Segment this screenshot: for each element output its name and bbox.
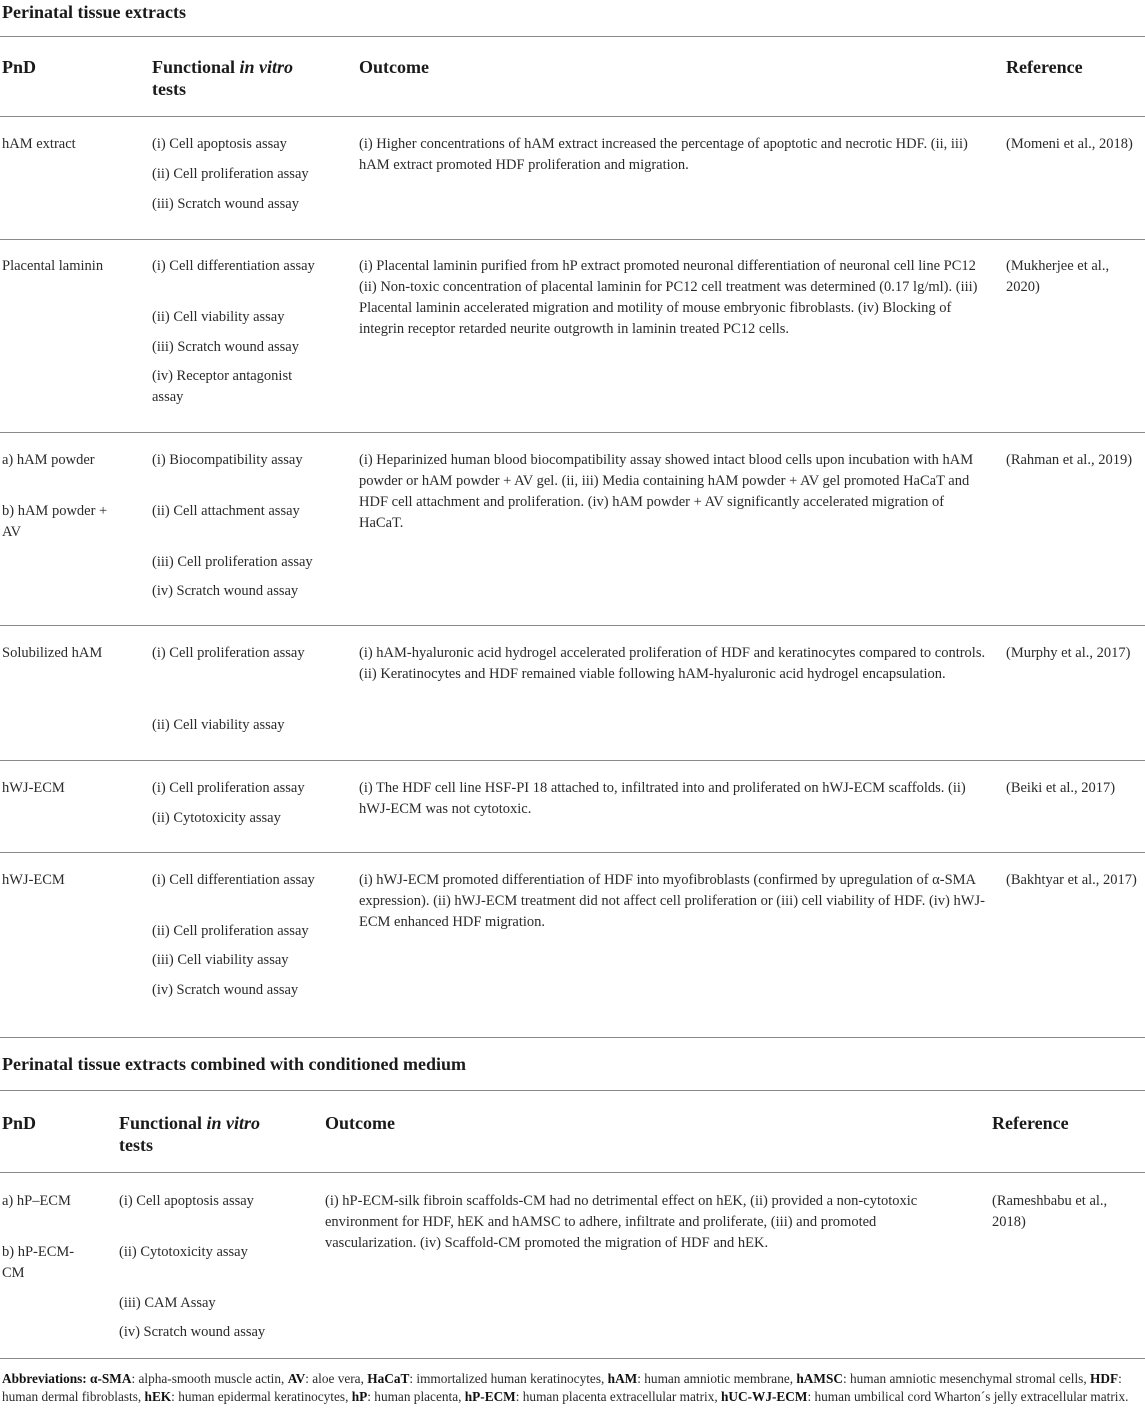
row2-test-2: (ii) Cell viability assay bbox=[152, 309, 285, 325]
abbr-def: immortalized human keratinocytes bbox=[416, 1371, 602, 1386]
abbr-term: hEK bbox=[144, 1389, 172, 1404]
row-divider bbox=[0, 625, 1145, 626]
abbr-term: hP bbox=[351, 1389, 368, 1404]
table2-title: Perinatal tissue extracts combined with conditioned medium bbox=[2, 1054, 466, 1074]
table1-header-rule bbox=[0, 116, 1145, 117]
header-tests-prefix: Functional bbox=[152, 57, 240, 77]
table2-top-rule bbox=[0, 1090, 1145, 1091]
table1-bottom-rule bbox=[0, 1037, 1145, 1038]
abbr-term: hAMSC bbox=[796, 1371, 843, 1386]
table2-header-tests bbox=[119, 1112, 309, 1156]
abbr-term: AV bbox=[287, 1371, 306, 1386]
row5-pnd: hWJ-ECM bbox=[2, 780, 65, 796]
row-divider bbox=[0, 432, 1145, 433]
table1-title: Perinatal tissue extracts bbox=[2, 2, 186, 22]
row6-pnd: hWJ-ECM bbox=[2, 872, 65, 888]
row5-test-2: (ii) Cytotoxicity assay bbox=[152, 810, 281, 826]
header-tests-suffix: tests bbox=[119, 1135, 153, 1155]
row6-test-3: (iii) Cell viability assay bbox=[152, 952, 289, 968]
row5-test-1: (i) Cell proliferation assay bbox=[152, 780, 305, 796]
abbr-def: human umbilical cord Wharton´s jelly extracellular matrix bbox=[814, 1389, 1126, 1404]
abbr-def: alpha-smooth muscle actin bbox=[138, 1371, 282, 1386]
t2-row1-test-3: (iii) CAM Assay bbox=[119, 1295, 216, 1311]
row3-pnd-a: a) hAM powder bbox=[2, 452, 95, 468]
abbr-term: HaCaT bbox=[367, 1371, 410, 1386]
t2-row1-test-1: (i) Cell apoptosis assay bbox=[119, 1193, 254, 1209]
abbreviations-footnote: Abbreviations: α-SMA: alpha-smooth muscle actin, AV: aloe vera, HaCaT: immortalized human keratinocytes, hAM: human amniotic membrane, hAMSC: human amniotic mesenchymal stromal cells, HDF: human dermal fibroblasts, hEK: human epidermal keratinocytes, hP: human placenta, hP-ECM: human placenta extracellular matrix, hUC-WJ-ECM: human umbilical cord Wharton´s jelly extracellular matrix. bbox=[2, 1371, 1129, 1404]
table2-header-rule bbox=[0, 1172, 1145, 1173]
table2-header-pnd: PnD bbox=[2, 1113, 37, 1133]
table2-bottom-rule bbox=[0, 1358, 1145, 1359]
row1-pnd: hAM extract bbox=[2, 136, 76, 152]
abbr-term: α-SMA bbox=[90, 1371, 132, 1386]
t2-row1-outcome: (i) hP-ECM-silk fibroin scaffolds-CM had no detrimental effect on hEK, (ii) provided a non-cytotoxic environment for HDF, hEK and hAMSC to adhere, infiltrate and proliferate, (iii) and promoted vascularization. (iv) Scaffold-CM promoted the migration of HDF and hEK. bbox=[325, 1193, 918, 1251]
row4-test-2: (ii) Cell viability assay bbox=[152, 717, 285, 733]
row2-outcome: (i) Placental laminin purified from hP extract promoted neuronal differentiation of neuronal cell line PC12 (ii) Non-toxic concentration of placental laminin for PC12 cell treatment was determined (0.17 lg/ml). (iii) Placental laminin accelerated migration and motility of mouse embryonic fibroblasts. (iv) Blocking of integrin receptor retarded neurite outgrowth in laminin treated PC12 cells. bbox=[359, 258, 978, 337]
table1-top-rule bbox=[0, 36, 1145, 37]
t2-row1-pnd-b: b) hP-ECM-CM bbox=[2, 1244, 75, 1281]
row6-reference: (Bakhtyar et al., 2017) bbox=[1006, 872, 1137, 888]
abbr-term: hUC-WJ-ECM bbox=[721, 1389, 808, 1404]
header-tests-suffix: tests bbox=[152, 79, 186, 99]
row3-test-3: (iii) Cell proliferation assay bbox=[152, 554, 313, 570]
row1-test-3: (iii) Scratch wound assay bbox=[152, 196, 299, 212]
row4-outcome: (i) hAM-hyaluronic acid hydrogel accelerated proliferation of HDF and keratinocytes compared to controls. (ii) Keratinocytes and HDF remained viable following hAM-hyaluronic acid hydrogel encapsulation. bbox=[359, 645, 986, 682]
abbr-def: human placenta bbox=[374, 1389, 459, 1404]
row3-test-2: (ii) Cell attachment assay bbox=[152, 503, 300, 519]
row3-test-1: (i) Biocompatibility assay bbox=[152, 452, 303, 468]
header-tests-italic: in vitro bbox=[206, 1113, 261, 1133]
row2-test-4: (iv) Receptor antagonist assay bbox=[152, 368, 293, 405]
t2-row1-pnd-a: a) hP–ECM bbox=[2, 1193, 71, 1209]
row3-pnd-b: b) hAM powder + AV bbox=[2, 503, 108, 540]
row-divider bbox=[0, 239, 1145, 240]
row2-test-3: (iii) Scratch wound assay bbox=[152, 339, 299, 355]
row1-outcome: (i) Higher concentrations of hAM extract increased the percentage of apoptotic and necrotic HDF. (ii, iii) hAM extract promoted HDF proliferation and migration. bbox=[359, 136, 968, 173]
abbr-def: human placenta extracellular matrix bbox=[522, 1389, 715, 1404]
row2-reference: (Mukherjee et al., 2020) bbox=[1006, 258, 1110, 295]
row1-test-2: (ii) Cell proliferation assay bbox=[152, 166, 309, 182]
row4-test-1: (i) Cell proliferation assay bbox=[152, 645, 305, 661]
t2-row1-test-4: (iv) Scratch wound assay bbox=[119, 1324, 266, 1340]
header-tests-prefix: Functional bbox=[119, 1113, 207, 1133]
row6-test-1: (i) Cell differentiation assay bbox=[152, 872, 315, 888]
abbr-term: HDF bbox=[1090, 1371, 1119, 1386]
abbr-def: human amniotic membrane bbox=[644, 1371, 790, 1386]
table1-header-pnd: PnD bbox=[2, 57, 37, 77]
abbr-term: hAM bbox=[607, 1371, 638, 1386]
abbr-term: hP-ECM bbox=[464, 1389, 516, 1404]
t2-row1-reference: (Rameshbabu et al., 2018) bbox=[992, 1193, 1108, 1230]
abbr-def: human dermal fibroblasts bbox=[2, 1389, 138, 1404]
row4-pnd: Solubilized hAM bbox=[2, 645, 103, 661]
row5-outcome: (i) The HDF cell line HSF-PI 18 attached to, infiltrated into and proliferated on hWJ-ECM scaffolds. (ii) hWJ-ECM was not cytotoxic. bbox=[359, 780, 966, 817]
row-divider bbox=[0, 852, 1145, 853]
table1-header-outcome: Outcome bbox=[359, 57, 429, 77]
row2-test-1: (i) Cell differentiation assay bbox=[152, 258, 315, 274]
row6-test-2: (ii) Cell proliferation assay bbox=[152, 923, 309, 939]
abbr-def: human epidermal keratinocytes bbox=[178, 1389, 346, 1404]
row6-test-4: (iv) Scratch wound assay bbox=[152, 982, 299, 998]
t2-row1-test-2: (ii) Cytotoxicity assay bbox=[119, 1244, 248, 1260]
row1-test-1: (i) Cell apoptosis assay bbox=[152, 136, 287, 152]
row3-outcome: (i) Heparinized human blood biocompatibility assay showed intact blood cells upon incubation with hAM powder or hAM powder + AV gel. (ii, iii) Media containing hAM powder + AV gel promoted HaCaT and HDF cell attachment and proliferation. (iv) hAM powder + AV significantly accelerated migration of HaCaT. bbox=[359, 452, 974, 531]
row1-reference: (Momeni et al., 2018) bbox=[1006, 136, 1133, 152]
row3-test-4: (iv) Scratch wound assay bbox=[152, 583, 299, 599]
row5-reference: (Beiki et al., 2017) bbox=[1006, 780, 1116, 796]
row2-pnd: Placental laminin bbox=[2, 258, 104, 274]
table2-header-outcome: Outcome bbox=[325, 1113, 395, 1133]
table2-header-reference: Reference bbox=[992, 1113, 1069, 1133]
abbr-def: aloe vera bbox=[312, 1371, 361, 1386]
row3-reference: (Rahman et al., 2019) bbox=[1006, 452, 1133, 468]
table1-header-reference: Reference bbox=[1006, 57, 1083, 77]
abbreviations-label: Abbreviations: bbox=[2, 1371, 87, 1386]
header-tests-italic: in vitro bbox=[239, 57, 294, 77]
abbr-def: human amniotic mesenchymal stromal cells bbox=[849, 1371, 1084, 1386]
row6-outcome: (i) hWJ-ECM promoted differentiation of HDF into myofibroblasts (confirmed by upregulation of α-SMA expression). (ii) hWJ-ECM treatment did not affect cell proliferation or (iii) cell viability of HDF. (iv) hWJ-ECM enhanced HDF migration. bbox=[359, 872, 985, 930]
table1-header-tests bbox=[152, 56, 342, 100]
row-divider bbox=[0, 760, 1145, 761]
row4-reference: (Murphy et al., 2017) bbox=[1006, 645, 1131, 661]
